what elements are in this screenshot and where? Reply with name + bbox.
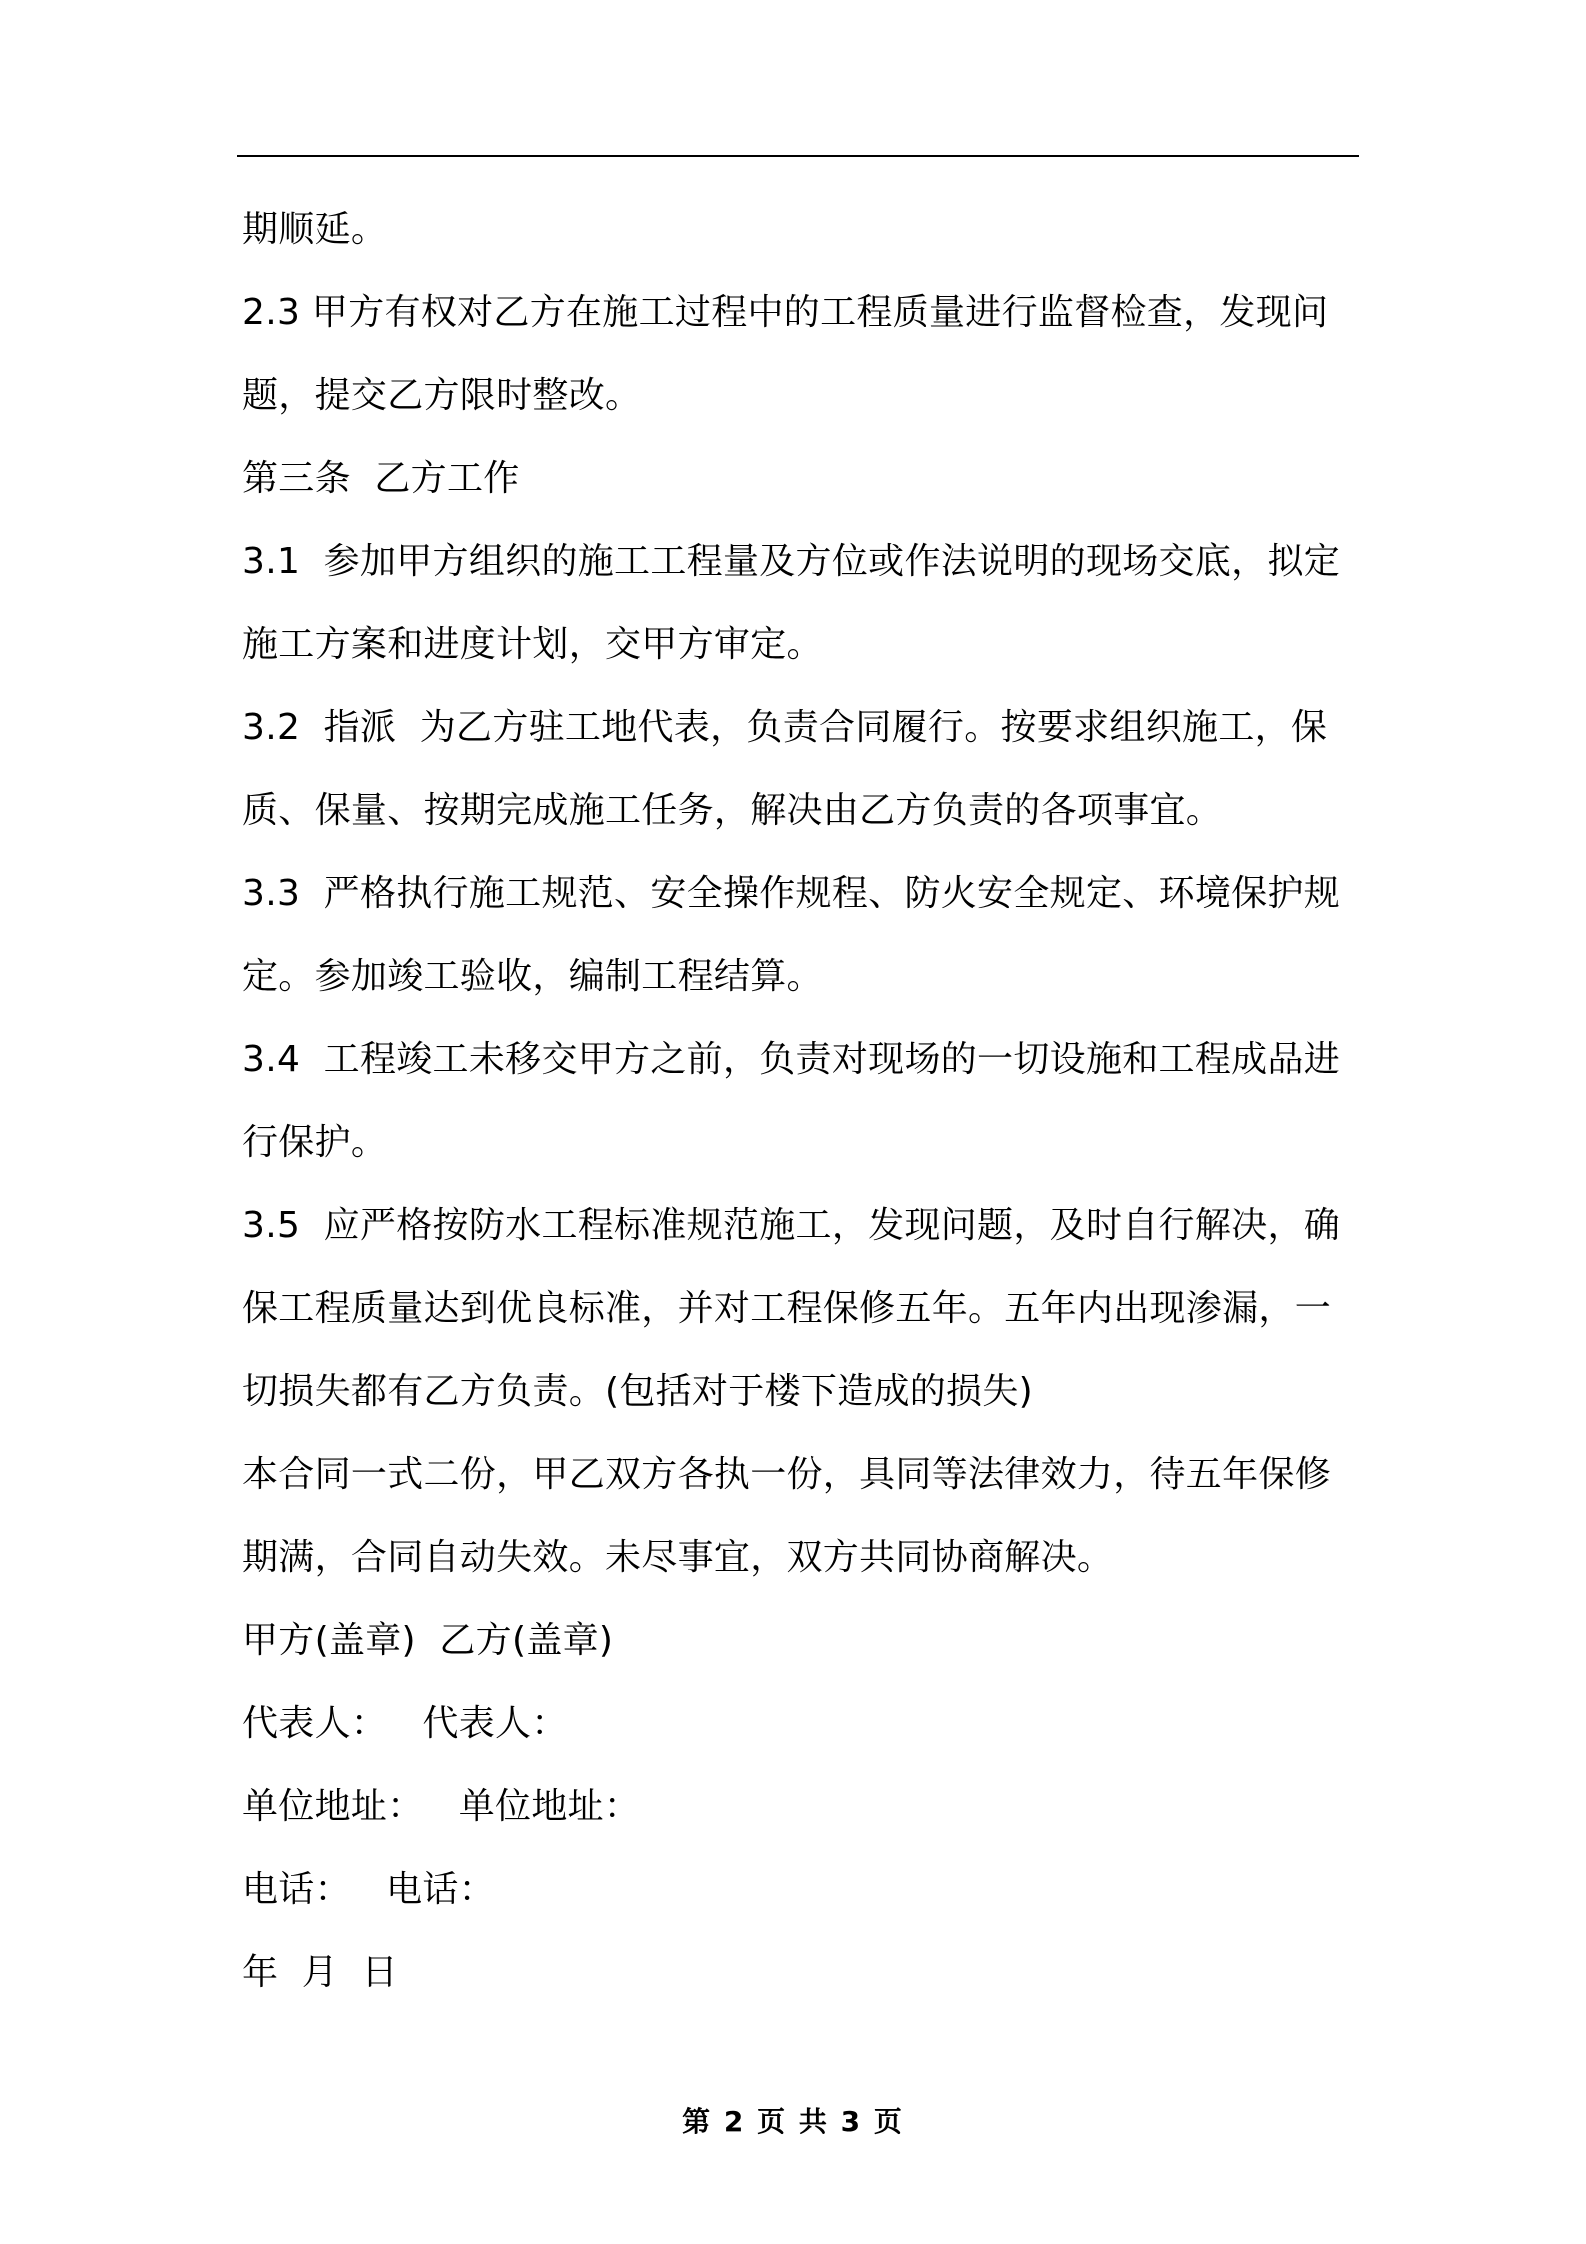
clause-3-3: 3.3 严格执行施工规范、安全操作规程、防火安全规定、环境保护规定。参加竣工验收，编制工程结算。: [242, 873, 1341, 997]
header-rule: [237, 155, 1359, 157]
paragraph-deadline-extension: 期顺延。: [242, 209, 388, 250]
signature-date: 年 月 日: [242, 1952, 398, 1993]
contract-validity-paragraph: 本合同一式二份，甲乙双方各执一份，具同等法律效力，待五年保修期满，合同自动失效。未尽事宜，双方共同协商解决。: [242, 1454, 1332, 1578]
clause-2-3: 2.3 甲方有权对乙方在施工过程中的工程质量进行监督检查，发现问题，提交乙方限时整改。: [242, 292, 1329, 416]
clause-3-1: 3.1 参加甲方组织的施工工程量及方位或作法说明的现场交底，拟定施工方案和进度计划，交甲方审定。: [242, 541, 1341, 665]
signature-addresses: 单位地址： 单位地址：: [242, 1786, 641, 1827]
signature-representatives: 代表人： 代表人：: [242, 1703, 568, 1744]
contract-body: [242, 188, 1362, 2014]
page-number-footer: 第 2 页 共 3 页: [682, 2105, 904, 2138]
signature-party-seals: 甲方(盖章) 乙方(盖章): [242, 1620, 614, 1661]
clause-3-4: 3.4 工程竣工未移交甲方之前，负责对现场的一切设施和工程成品进行保护。: [242, 1039, 1341, 1163]
article-3-heading: 第三条 乙方工作: [242, 458, 520, 499]
clause-3-5: 3.5 应严格按防水工程标准规范施工，发现问题，及时自行解决，确保工程质量达到优良标准，并对工程保修五年。五年内出现渗漏，一切损失都有乙方负责。(包括对于楼下造成的损失): [242, 1205, 1341, 1412]
clause-3-2: 3.2 指派 为乙方驻工地代表，负责合同履行。按要求组织施工，保质、保量、按期完成施工任务，解决由乙方负责的各项事宜。: [242, 707, 1328, 831]
signature-phones: 电话： 电话：: [242, 1869, 496, 1910]
